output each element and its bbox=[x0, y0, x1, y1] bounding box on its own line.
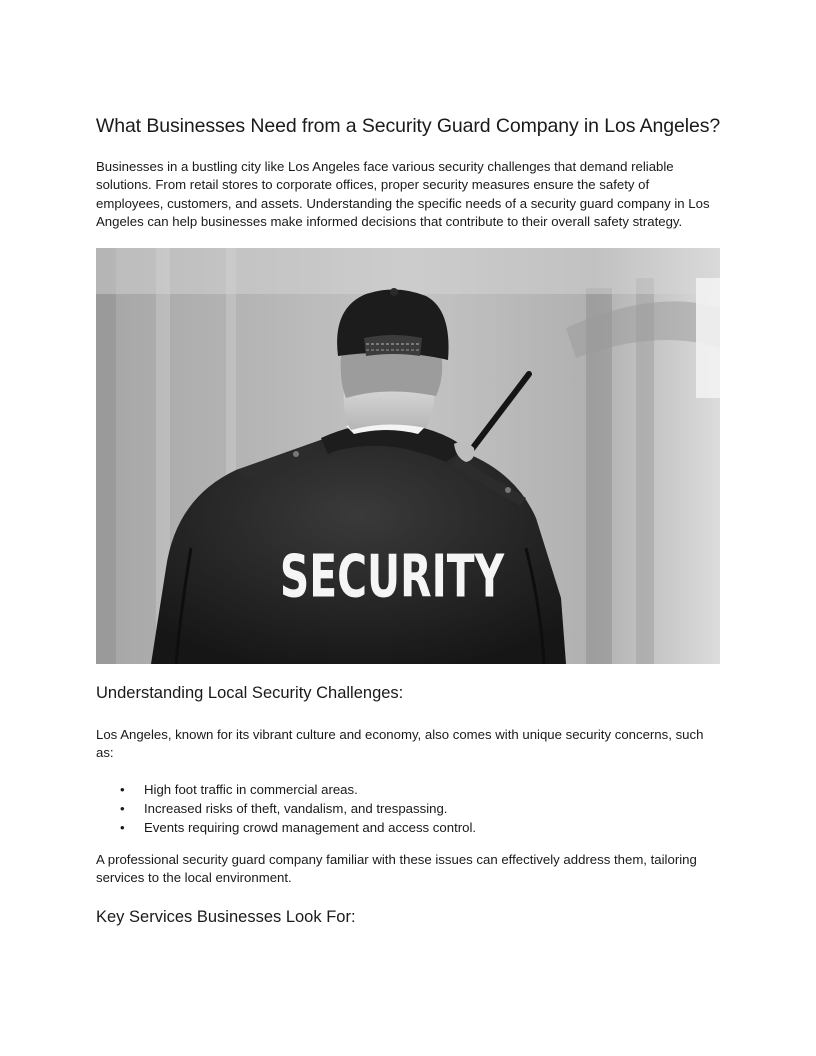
intro-paragraph: Businesses in a bustling city like Los Angeles face various security challenges that demand reliable solutions. From retail stores to corporate offices, proper security measures ensure the safety of employees, customers, and assets. Understanding the specific needs of a security guard company in Los Angeles can help businesses make informed decisions that contribute to their overall safety strategy. bbox=[96, 159, 710, 229]
bullet-glyph: • bbox=[120, 801, 125, 816]
local-challenges-paragraph: Los Angeles, known for its vibrant culture and economy, also comes with unique security concerns, such as: bbox=[96, 727, 704, 761]
list-item bbox=[96, 818, 720, 837]
list-item bbox=[96, 799, 720, 818]
section-heading-local-challenges: Understanding Local Security Challenges: bbox=[96, 684, 404, 702]
list-item-text: Events requiring crowd management and access control. bbox=[144, 820, 477, 835]
section-heading-key-services: Key Services Businesses Look For: bbox=[96, 908, 356, 926]
bullet-glyph: • bbox=[120, 820, 125, 835]
list-item bbox=[96, 780, 720, 799]
jacket-security-lettering: SECURITY bbox=[279, 541, 505, 611]
page-title: What Businesses Need from a Security Guard Company in Los Angeles? bbox=[95, 115, 721, 137]
challenges-list bbox=[96, 780, 720, 837]
list-item-text: High foot traffic in commercial areas. bbox=[144, 782, 358, 797]
bullet-glyph: • bbox=[120, 782, 125, 797]
closing-paragraph: A professional security guard company familiar with these issues can effectively address them, tailoring services to the local environment. bbox=[96, 852, 697, 886]
security-guard-photo bbox=[96, 248, 720, 664]
list-item-text: Increased risks of theft, vandalism, and trespassing. bbox=[144, 801, 448, 816]
